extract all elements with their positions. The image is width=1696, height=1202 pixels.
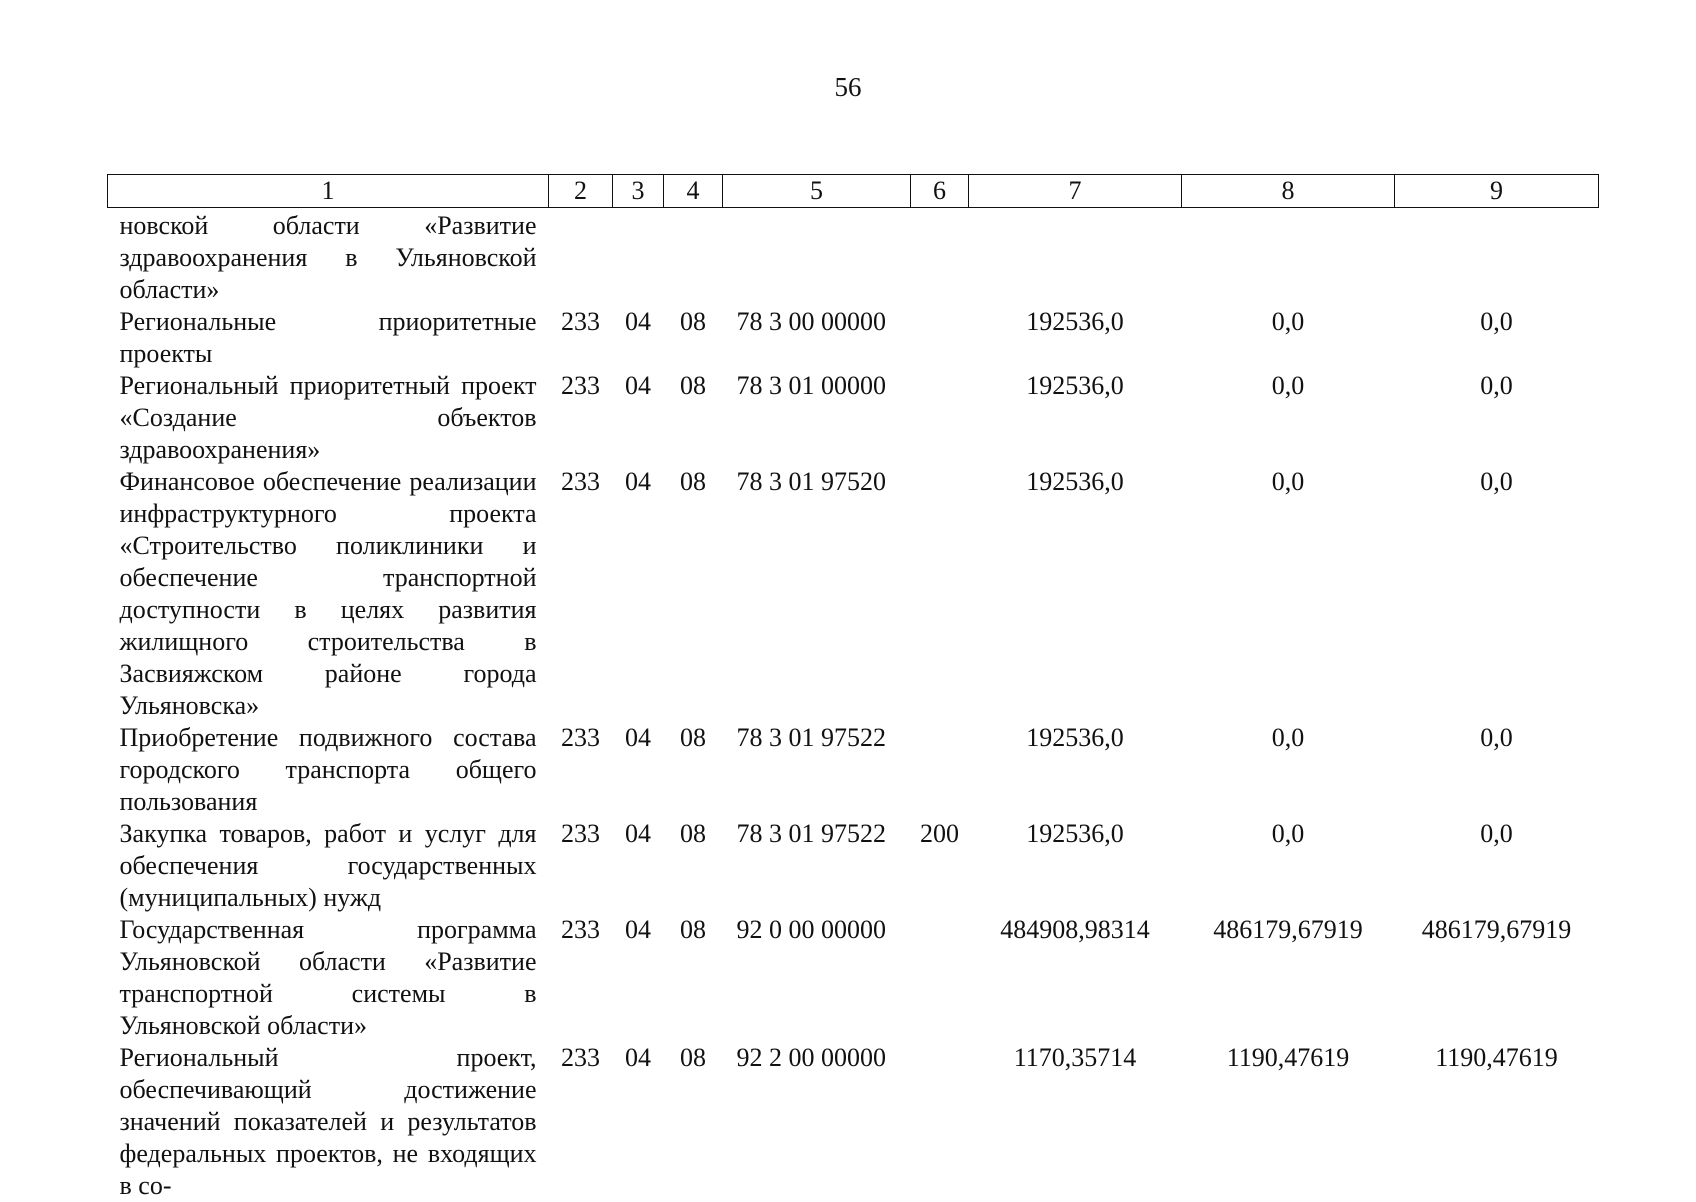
table-row [108, 914, 1599, 1042]
cell-amount-col7: 192536,0 [1026, 819, 1124, 848]
cell-subsection: 08 [680, 371, 706, 400]
column-header: 1 [108, 175, 549, 208]
row-name: Региональный проект, обеспечивающий достижение значений показателей и результатов федеральных проектов, не входящих в со- [119, 1043, 537, 1200]
cell-ministry: 233 [561, 915, 600, 944]
cell-amount-col9: 486179,67919 [1421, 915, 1572, 944]
cell-expense-type [911, 1042, 969, 1202]
column-header: 6 [911, 175, 969, 208]
cell-ministry: 233 [561, 467, 600, 496]
cell-ministry: 233 [561, 371, 600, 400]
row-name: Финансовое обеспечение реализации инфраструктурного проекта «Строительство поликлиники и обеспечение транспортной доступности в целях развития жилищного строительства в Засвияжском районе города Ульяновска» [119, 467, 537, 720]
cell-section: 04 [625, 819, 651, 848]
cell-subsection: 08 [680, 723, 706, 752]
cell-amount-col7: 192536,0 [1026, 307, 1124, 336]
table-row [108, 466, 1599, 722]
cell-target-article: 78 3 01 97522 [736, 819, 886, 848]
cell-subsection: 08 [680, 1043, 706, 1072]
cell-subsection: 08 [680, 915, 706, 944]
cell-amount-col9: 0,0 [1480, 723, 1513, 752]
table-row [108, 722, 1599, 818]
column-header: 5 [723, 175, 911, 208]
cell-expense-type [911, 466, 969, 722]
row-name: Региональные приоритетные проекты [119, 307, 537, 368]
budget-table [107, 174, 1599, 1202]
cell-amount-col8: 0,0 [1271, 819, 1305, 848]
cell-amount-col7 [969, 208, 1182, 307]
cell-amount-col8: 0,0 [1271, 467, 1305, 496]
cell-target-article: 92 2 00 00000 [736, 1043, 886, 1072]
cell-ministry: 233 [561, 307, 600, 336]
cell-expense-type [911, 722, 969, 818]
cell-amount-col8 [1182, 208, 1395, 307]
row-name: Закупка товаров, работ и услуг для обеспечения государственных (муниципальных) нужд [119, 819, 537, 912]
cell-amount-col8: 0,0 [1271, 723, 1305, 752]
header-row [108, 175, 1599, 208]
column-header: 8 [1182, 175, 1395, 208]
cell-target-article [723, 208, 911, 307]
cell-ministry: 233 [561, 723, 600, 752]
cell-subsection: 08 [680, 467, 706, 496]
column-header: 7 [969, 175, 1182, 208]
table-row [108, 370, 1599, 466]
cell-subsection [664, 208, 723, 307]
cell-section: 04 [625, 723, 651, 752]
column-header: 4 [664, 175, 723, 208]
cell-section: 04 [625, 467, 651, 496]
cell-target-article: 92 0 00 00000 [736, 915, 886, 944]
cell-subsection: 08 [680, 307, 706, 336]
cell-section: 04 [625, 1043, 651, 1072]
cell-amount-col8: 0,0 [1271, 371, 1305, 400]
cell-target-article: 78 3 00 00000 [736, 307, 886, 336]
column-header: 3 [613, 175, 664, 208]
table-row [108, 306, 1599, 370]
table-row [108, 208, 1599, 307]
table-row [108, 1042, 1599, 1202]
cell-amount-col8: 486179,67919 [1213, 915, 1363, 944]
cell-subsection: 08 [680, 819, 706, 848]
table-row [108, 818, 1599, 914]
cell-expense-type [911, 914, 969, 1042]
column-header: 9 [1395, 175, 1599, 208]
cell-section: 04 [625, 915, 651, 944]
cell-amount-col9: 0,0 [1480, 371, 1513, 400]
cell-amount-col9: 0,0 [1480, 467, 1513, 496]
cell-amount-col9: 0,0 [1480, 307, 1513, 336]
cell-target-article: 78 3 01 97520 [736, 467, 886, 496]
cell-amount-col9: 0,0 [1480, 819, 1513, 848]
cell-amount-col8: 0,0 [1271, 307, 1305, 336]
cell-ministry: 233 [561, 1043, 600, 1072]
cell-section: 04 [625, 371, 651, 400]
row-name: Государственная программа Ульяновской области «Развитие транспортной системы в Ульяновской области» [119, 915, 537, 1040]
cell-expense-type: 200 [920, 819, 959, 848]
cell-amount-col7: 192536,0 [1026, 723, 1124, 752]
cell-section: 04 [625, 307, 651, 336]
row-name: Региональный приоритетный проект «Создание объектов здравоохранения» [119, 371, 537, 464]
row-name: новской области «Развитие здравоохранения в Ульяновской области» [119, 211, 537, 304]
cell-amount-col7: 1170,35714 [1013, 1043, 1137, 1072]
page-number: 56 [834, 72, 862, 102]
cell-expense-type [911, 208, 969, 307]
cell-target-article: 78 3 01 00000 [736, 371, 886, 400]
cell-ministry: 233 [561, 819, 600, 848]
cell-amount-col8: 1190,47619 [1226, 1043, 1350, 1072]
cell-expense-type [911, 306, 969, 370]
cell-expense-type [911, 370, 969, 466]
cell-ministry [549, 208, 613, 307]
cell-amount-col7: 192536,0 [1026, 467, 1124, 496]
cell-amount-col9 [1395, 208, 1599, 307]
cell-amount-col7: 192536,0 [1026, 371, 1124, 400]
cell-amount-col7: 484908,98314 [1000, 915, 1150, 944]
cell-amount-col9: 1190,47619 [1435, 1043, 1558, 1072]
row-name: Приобретение подвижного состава городского транспорта общего пользования [119, 723, 537, 816]
cell-section [613, 208, 664, 307]
column-header: 2 [549, 175, 613, 208]
cell-target-article: 78 3 01 97522 [736, 723, 886, 752]
